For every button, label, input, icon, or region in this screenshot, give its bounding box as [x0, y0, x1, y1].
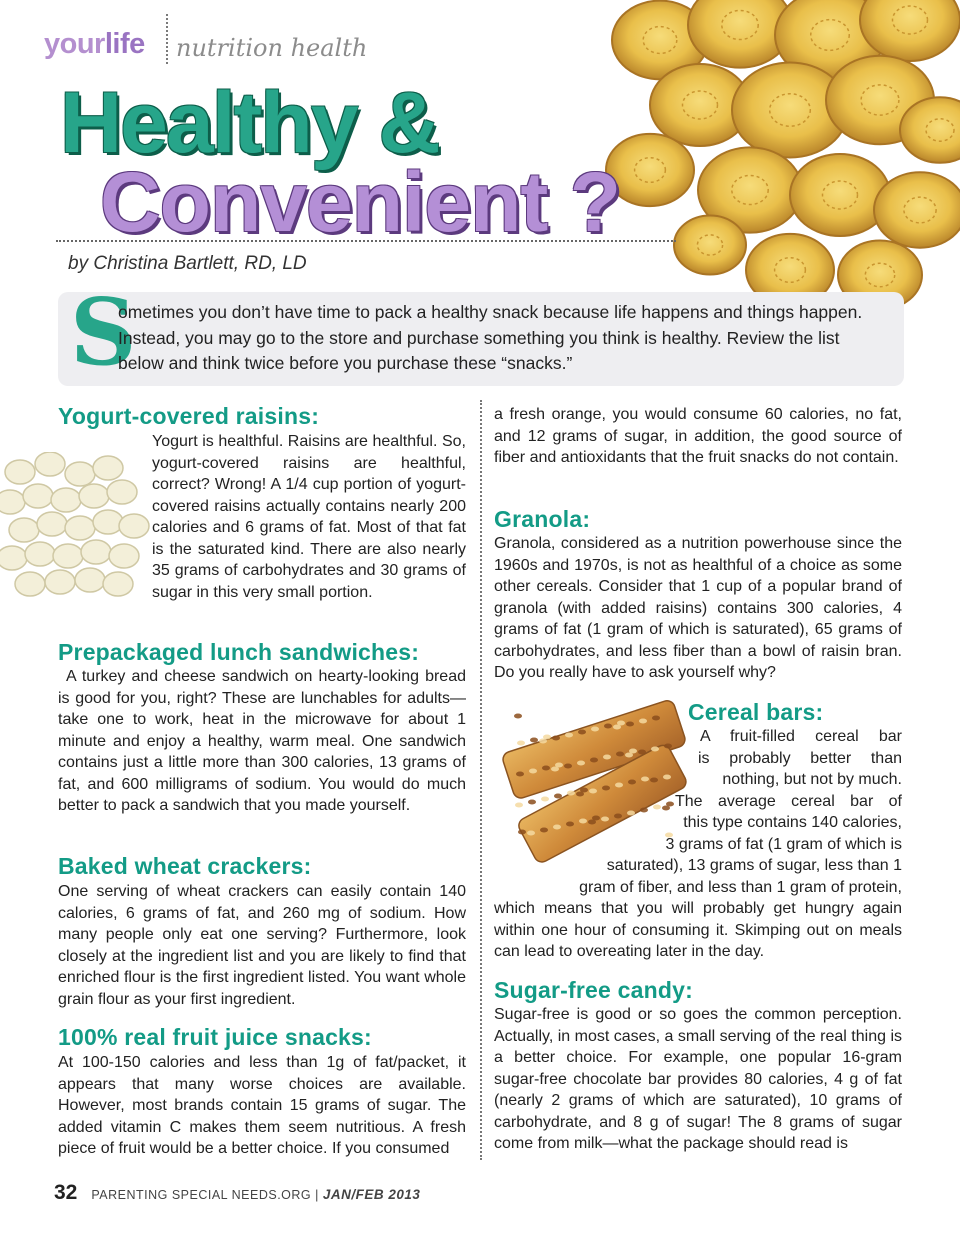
oat-speck: [527, 831, 535, 836]
heading-cereal-bars: Cereal bars:: [688, 699, 824, 725]
brand-divider: [166, 14, 168, 64]
byline: by Christina Bartlett, RD, LD: [68, 253, 307, 274]
brand-your: your: [44, 28, 105, 60]
oat-speck: [540, 828, 548, 833]
oat-speck: [592, 816, 600, 821]
oat-speck: [603, 755, 611, 760]
oat-speck: [652, 716, 660, 721]
oat-speck: [591, 727, 599, 732]
oat-speck: [601, 817, 609, 822]
raisin: [35, 452, 65, 476]
oat-speck: [641, 777, 649, 782]
oat-speck: [579, 819, 587, 824]
oat-speck: [515, 803, 523, 808]
heading-yogurt-raisins: Yogurt-covered raisins:: [58, 403, 320, 429]
banana-chips-photo: [590, 0, 960, 320]
cereal-bars-line-2: is probably better than: [698, 750, 902, 767]
banana-chip: [790, 154, 890, 236]
oat-speck: [589, 789, 597, 794]
oat-speck: [518, 830, 526, 835]
oat-speck: [530, 738, 538, 743]
raisin: [65, 462, 95, 486]
oat-speck: [666, 802, 674, 807]
oat-speck: [541, 797, 549, 802]
cereal-bars-line-7: saturated), 13 grams of sugar, less than 1: [606, 857, 902, 874]
cereal-bars-line-1: A fruit-filled cereal bar: [700, 728, 902, 745]
oat-speck: [650, 778, 658, 783]
oat-speck: [529, 769, 537, 774]
oat-speck: [627, 811, 635, 816]
heading-granola: Granola:: [494, 506, 591, 532]
oat-speck: [617, 721, 625, 726]
body-lunch-sandwiches: A turkey and cheese sandwich on hearty-looking bread is good for you, right? These are lunchables for adults—take one to work, heat in the microwave for about 1 minute and enjoy a healthy, warm meal. One sandwich contains just a little more than 300 calories, 13 grams of fat, and 600 milligrams of sodium. You would do much better to pack a sandwich that you made yourself.: [58, 668, 466, 814]
raisin: [5, 460, 35, 484]
oat-speck: [663, 775, 671, 780]
banana-chip: [674, 215, 746, 274]
body-cereal-bars: which means that you will probably get hungry again within one hour of consuming it. Skimping out on meals can lead to overeating later in the day.: [494, 900, 902, 960]
oat-speck: [578, 730, 586, 735]
oat-speck: [580, 788, 588, 793]
page-footer: [54, 1181, 420, 1205]
raisin: [37, 512, 67, 536]
oat-speck: [564, 764, 572, 769]
yogurt-raisins-photo: [0, 452, 150, 602]
oat-speck: [552, 736, 560, 741]
intro-text: ometimes you don’t have time to pack a healthy snack because life happens and things happen. Instead, you may go to the store and purchase something you think is healthy. Review the list below and think twice before you purchase these “snacks.”: [118, 302, 863, 373]
body-wheat-crackers: One serving of wheat crackers can easily contain 140 calories, 6 grams of fat, and 260 mg of sodium. How many people only eat one serving? Furthermore, look closely at the ingredient list and you are likely to find that enriched flour is the first ingredient listed. You want whole grain flour as your first ingredient.: [58, 883, 466, 1008]
oat-speck: [542, 766, 550, 771]
body-sugar-free: Sugar-free is good or so goes the common perception. Actually, in most cases, a small serving of the real thing is a better choice. For example, one popular 16-gram sugar-free chocolate bar provides 80 calories, 4 g of fat (nearly 2 grams of which are saturated), 10 grams of carbohydrate, and 8 g of sugar! The 8 grams of sugar come from milk—what the package should read is: [494, 1006, 902, 1152]
footer-separator: |: [315, 1188, 319, 1202]
oat-speck: [590, 758, 598, 763]
oat-speck: [615, 783, 623, 788]
oat-speck: [517, 741, 525, 746]
oat-speck: [638, 750, 646, 755]
raisin: [119, 514, 149, 538]
oat-speck: [543, 735, 551, 740]
oat-speck: [616, 752, 624, 757]
heading-sugar-free: Sugar-free candy:: [494, 977, 693, 1003]
body-granola: Granola, considered as a nutrition powerhouse since the 1960s and 1970s, is not as healthful of a choice as some other cereals. Consider that 1 cup of a popular brand of granola (with added raisins) contains 300 calories, 4 grams of fat (1 gram of which is saturated), 65 grams of carbohydrates, and less fiber than a bowl of raisin bran. Do you really have to ask yourself why?: [494, 535, 902, 681]
oat-speck: [640, 808, 648, 813]
title-divider: [56, 240, 676, 242]
oat-speck: [577, 761, 585, 766]
oat-speck: [653, 805, 661, 810]
column-divider: [480, 400, 482, 1160]
body-fruit-snacks: At 100-150 calories and less than 1g of fat/packet, it appears that many worse choices are available. However, most brands contain 15 grams of sugar. The added vitamin C makes them seem nutritious. A fresh piece of fruit would be a better choice. If you consumed: [58, 1054, 466, 1157]
oat-speck: [566, 822, 574, 827]
raisin: [81, 540, 111, 564]
title-line-2: Convenient ?: [100, 155, 621, 249]
oat-speck: [639, 719, 647, 724]
issue-date: JAN/FEB 2013: [322, 1187, 421, 1202]
raisin: [75, 568, 105, 592]
oat-speck: [651, 747, 659, 752]
raisin: [15, 572, 45, 596]
body-yogurt-raisins: Yogurt is healthful. Raisins are healthful. So, yogurt-covered raisins are healthful, correct? Wrong! A 1/4 cup portion of yogurt-covered raisins actually contains nearly 200 calories and 6 grams of fat. Most of that fat is the saturated kind. There are also nearly 35 grams of carbohydrates and 30 grams of sugar in this very small portion.: [152, 433, 466, 601]
raisin: [109, 544, 139, 568]
oat-speck: [629, 749, 637, 754]
cereal-bars-line-5: this type contains 140 calories,: [683, 814, 902, 831]
cereal-bars-line-3: nothing, but not by much.: [722, 771, 902, 788]
heading-lunch-sandwiches: Prepackaged lunch sandwiches:: [58, 639, 420, 665]
oat-speck: [528, 800, 536, 805]
raisin: [65, 516, 95, 540]
raisin: [51, 488, 81, 512]
cereal-bars-line-4: The average cereal bar of: [675, 793, 902, 810]
title-line-1: Healthy &: [60, 75, 439, 171]
banana-chip: [874, 172, 960, 247]
section-label: nutrition health: [176, 34, 368, 62]
raisin: [0, 546, 27, 570]
oat-speck: [553, 825, 561, 830]
brand-life: life: [104, 28, 145, 60]
oat-speck: [516, 772, 524, 777]
raisin: [23, 484, 53, 508]
oat-speck: [554, 794, 562, 799]
oat-speck: [567, 791, 575, 796]
raisin: [107, 480, 137, 504]
raisin: [25, 542, 55, 566]
page-number: 32: [54, 1181, 78, 1204]
oat-speck: [604, 724, 612, 729]
raisin: [0, 490, 25, 514]
raisin: [93, 456, 123, 480]
heading-fruit-snacks: 100% real fruit juice snacks:: [58, 1024, 372, 1050]
oat-speck: [614, 814, 622, 819]
heading-wheat-crackers: Baked wheat crackers:: [58, 853, 312, 879]
raisin: [53, 544, 83, 568]
raisin: [9, 518, 39, 542]
raisin: [79, 484, 109, 508]
oat-speck: [514, 714, 522, 719]
brand-logo: [44, 28, 145, 61]
cereal-bars-line-8: gram of fiber, and less than 1 gram of protein,: [579, 879, 902, 896]
publication-name: PARENTING SPECIAL NEEDS.ORG: [91, 1188, 312, 1202]
raisin: [103, 572, 133, 596]
cereal-bars-line-6: 3 grams of fat (1 gram of which is: [665, 836, 902, 853]
raisin: [45, 570, 75, 594]
intro-dropcap: S: [70, 278, 137, 386]
oat-speck: [602, 786, 610, 791]
oat-speck: [664, 744, 672, 749]
body-fruit-snacks-continued: a fresh orange, you would consume 60 calories, no fat, and 12 grams of sugar, in addition, the good source of fiber and antioxidants that the fruit snacks do not contain.: [494, 406, 902, 466]
oat-speck: [565, 733, 573, 738]
oat-speck: [555, 763, 563, 768]
raisin: [93, 510, 123, 534]
oat-speck: [626, 722, 634, 727]
oat-speck: [628, 780, 636, 785]
